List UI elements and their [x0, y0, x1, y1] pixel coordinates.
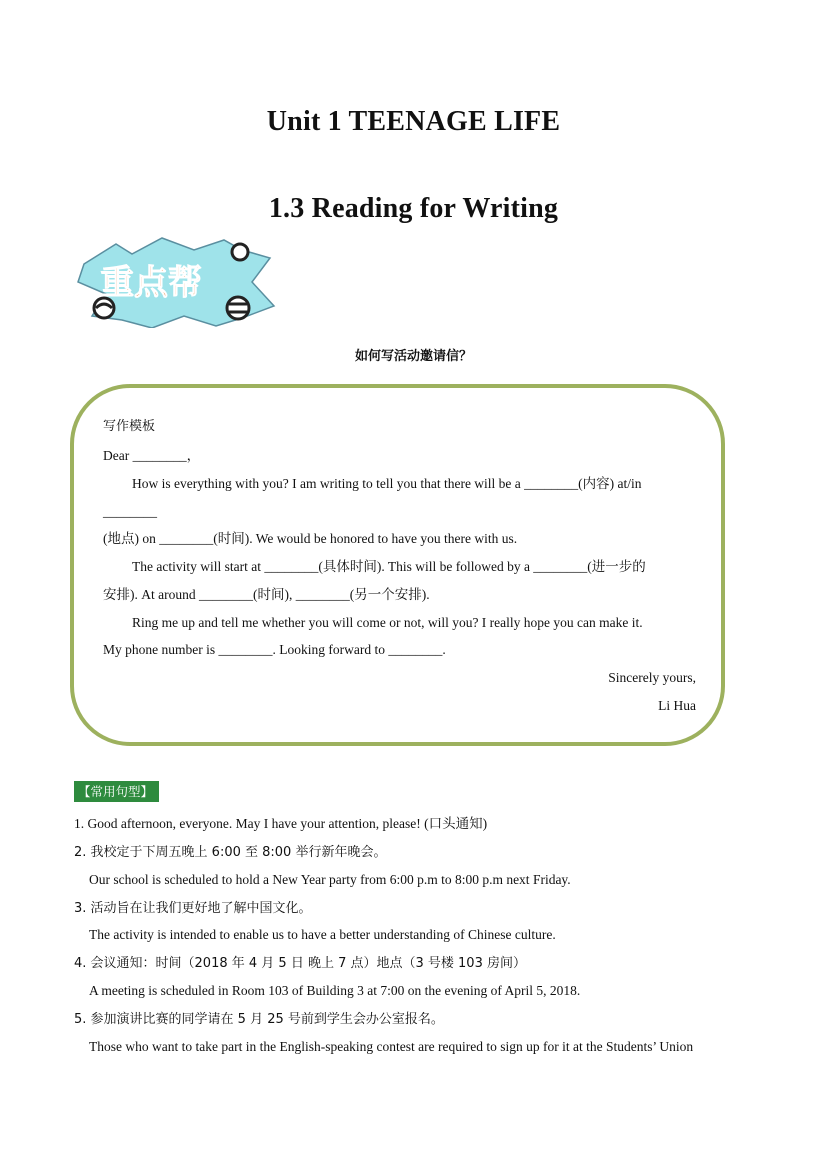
- template-closing: Sincerely yours,: [608, 670, 696, 685]
- common-sentences-label: 【常用句型】: [74, 781, 159, 802]
- logo-text: 重点帮: [100, 263, 202, 303]
- list-item-cn-text: 4. 会议通知：时间（2018 年 4 月 5 日 晚上 7 点）地点（3 号楼 103 房间）: [74, 956, 526, 971]
- template-line: Ring me up and tell me whether you will come or not, will you? I really hope you can make it.: [132, 615, 643, 630]
- list-item-cn: [74, 843, 386, 862]
- list-item-en: Those who want to take part in the English-speaking contest are required to sign up for it at the Students’ Union: [89, 1039, 694, 1054]
- list-item-en: The activity is intended to enable us to have a better understanding of Chinese culture.: [89, 927, 556, 942]
- list-item-en: Our school is scheduled to hold a New Year party from 6:00 p.m to 8:00 p.m next Friday.: [89, 872, 571, 887]
- page-title: Unit 1 TEENAGE LIFE: [266, 106, 561, 137]
- template-line: (地点) on ________(时间). We would be honored to have you there with us.: [103, 531, 518, 546]
- list-item: 1. Good afternoon, everyone. May I have your attention, please! (口头通知): [74, 816, 488, 831]
- list-item-en: A meeting is scheduled in Room 103 of Building 3 at 7:00 on the evening of April 5, 2018.: [89, 983, 581, 998]
- template-line: The activity will start at ________(具体时间). This will be followed by a ________(进一步的: [132, 559, 646, 574]
- template-line: My phone number is ________. Looking forward to ________.: [103, 642, 446, 657]
- list-item-cn: [74, 954, 526, 973]
- template-heading: 写作模板: [103, 419, 156, 434]
- page-subtitle: 1.3 Reading for Writing: [268, 193, 559, 224]
- template-line: Dear ________，: [103, 448, 201, 463]
- template-signature: Li Hua: [658, 698, 696, 713]
- template-line: 安排). At around ________(时间), ________(另一个安排).: [103, 587, 430, 602]
- logo-badge-icon: [74, 236, 280, 328]
- template-line: ________: [103, 504, 157, 519]
- list-item-cn-text: 3. 活动旨在让我们更好地了解中国文化。: [74, 901, 312, 916]
- section-question: 如何写活动邀请信？: [354, 349, 472, 364]
- list-item-cn: [74, 1010, 444, 1029]
- template-line: How is everything with you? I am writing to tell you that there will be a ________(内容) at/in: [132, 476, 642, 491]
- list-item-cn-text: 2. 我校定于下周五晚上 6:00 至 8:00 举行新年晚会。: [74, 845, 387, 860]
- list-item-cn: [74, 899, 312, 918]
- list-item-cn-text: 5. 参加演讲比赛的同学请在 5 月 25 号前到学生会办公室报名。: [74, 1012, 444, 1027]
